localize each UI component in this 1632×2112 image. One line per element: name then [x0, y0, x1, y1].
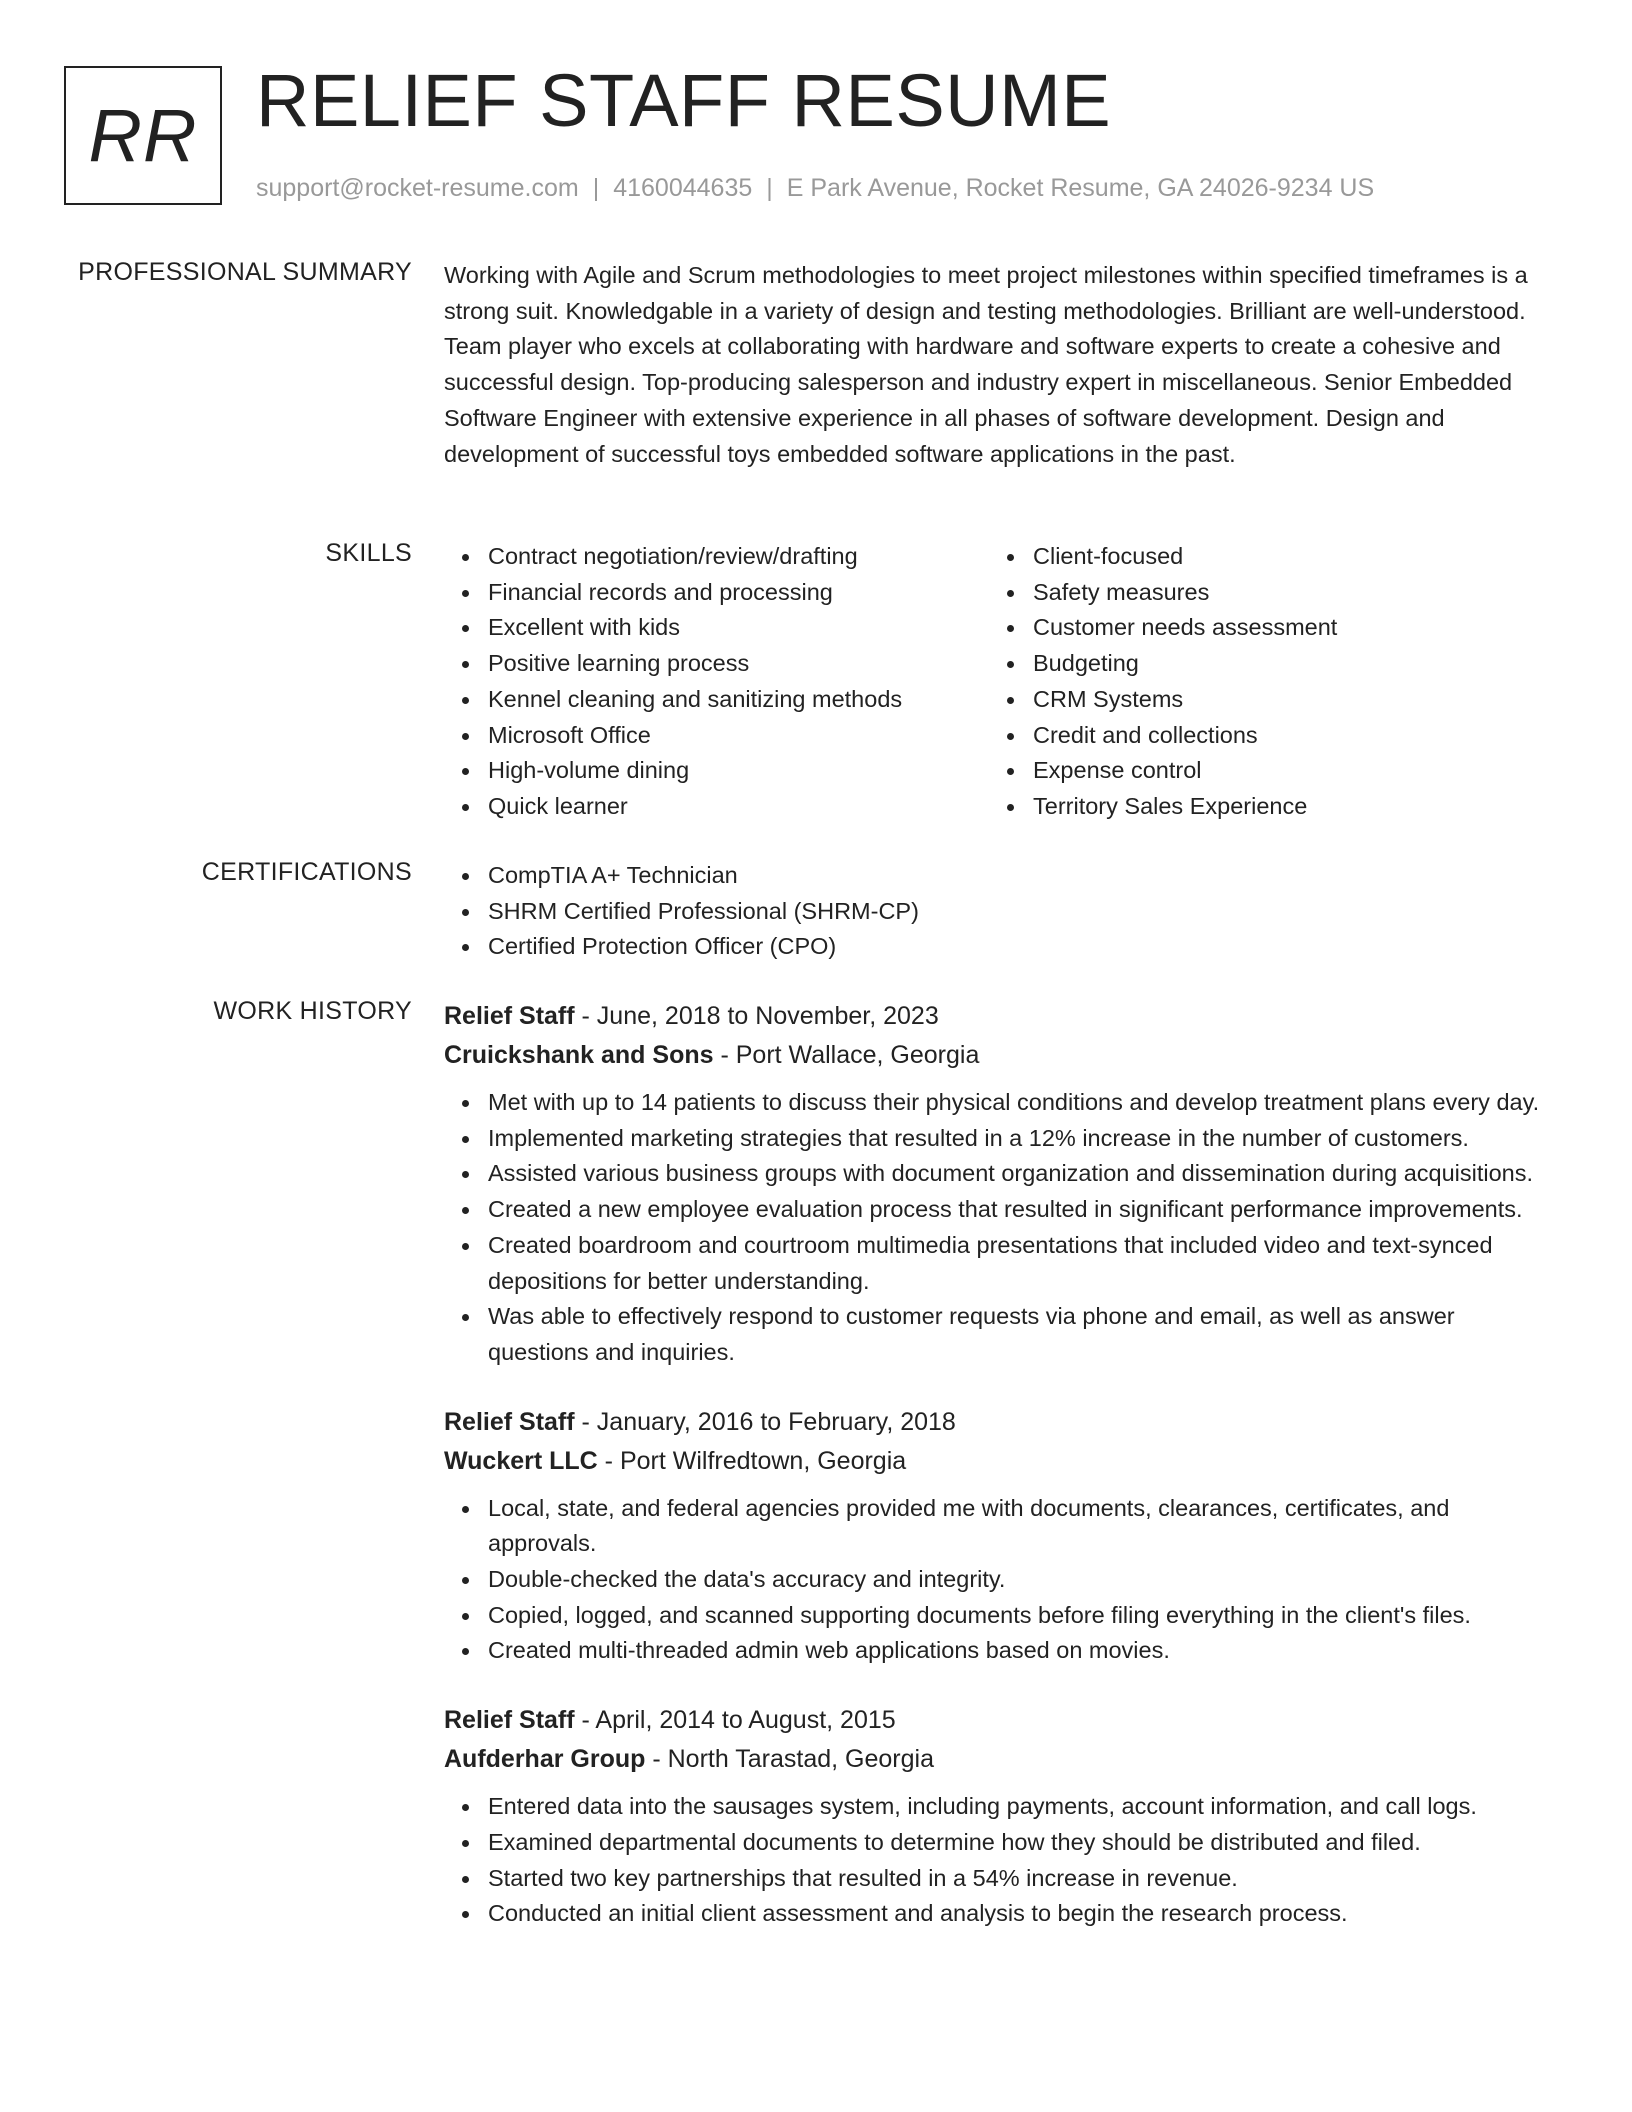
skills-heading: SKILLS	[325, 539, 412, 567]
skill-item: Financial records and processing	[488, 575, 989, 611]
job-title-line	[444, 1701, 1552, 1740]
summary-body	[444, 258, 1552, 472]
certifications-body	[444, 858, 1552, 965]
job-title: Relief Staff	[444, 1407, 575, 1436]
skill-item: Client-focused	[1033, 539, 1534, 575]
resume-header	[64, 59, 1584, 214]
job-duties-list	[444, 1491, 1552, 1670]
job-duty: Entered data into the sausages system, including payments, account information, and call logs.	[488, 1789, 1552, 1825]
skill-item: Credit and collections	[1033, 718, 1534, 754]
job-title: Relief Staff	[444, 1002, 575, 1030]
job-duty: Examined departmental documents to determine how they should be distributed and filed.	[488, 1825, 1552, 1861]
job-entry	[444, 1403, 1552, 1670]
skill-item: Territory Sales Experience	[1033, 789, 1534, 825]
skill-item: Quick learner	[488, 789, 989, 825]
job-location: - North Tarastad, Georgia	[645, 1745, 934, 1774]
contact-separator: |	[592, 174, 600, 202]
job-company-line	[444, 1740, 1552, 1779]
certification-item: Certified Protection Officer (CPO)	[488, 929, 1552, 965]
job-company: Wuckert LLC	[444, 1446, 598, 1475]
job-title-line	[444, 997, 1552, 1036]
resume-title: RELIEF STAFF RESUME	[256, 59, 1112, 142]
job-duty: Created multi-threaded admin web applications based on movies.	[488, 1633, 1552, 1669]
job-location: - Port Wilfredtown, Georgia	[597, 1446, 907, 1475]
skill-item: Kennel cleaning and sanitizing methods	[488, 682, 989, 718]
monogram-logo: RR	[64, 66, 222, 205]
job-title-line	[444, 1403, 1552, 1442]
certification-item: SHRM Certified Professional (SHRM-CP)	[488, 894, 1552, 930]
job-entry	[444, 997, 1552, 1371]
job-company-line	[444, 1442, 1552, 1481]
skills-body	[444, 539, 1552, 825]
job-duties-list	[444, 1789, 1552, 1932]
skill-item: Expense control	[1033, 753, 1534, 789]
job-duty: Implemented marketing strategies that resulted in a 12% increase in the number of customers.	[488, 1121, 1552, 1157]
contact-email: support@rocket-resume.com	[256, 174, 579, 202]
job-dates: - April, 2014 to August, 2015	[574, 1706, 896, 1735]
certifications-heading: CERTIFICATIONS	[201, 858, 412, 886]
job-duty: Copied, logged, and scanned supporting documents before filing everything in the client's files.	[488, 1598, 1552, 1634]
summary-heading: PROFESSIONAL SUMMARY	[78, 258, 412, 286]
job-duty: Double-checked the data's accuracy and integrity.	[488, 1562, 1552, 1598]
contact-separator: |	[766, 174, 773, 202]
job-duty: Was able to effectively respond to customer requests via phone and email, as well as answer questions and inquiries.	[488, 1299, 1552, 1370]
job-company-line	[444, 1036, 1552, 1075]
skill-item: Budgeting	[1033, 646, 1534, 682]
job-entry	[444, 1701, 1552, 1932]
contact-line	[256, 174, 1374, 203]
job-location: - Port Wallace, Georgia	[713, 1041, 980, 1069]
skill-item: Positive learning process	[488, 646, 989, 682]
job-duty: Assisted various business groups with document organization and dissemination during acquisitions.	[488, 1156, 1552, 1192]
job-dates: - January, 2016 to February, 2018	[574, 1407, 956, 1436]
job-company: Cruickshank and Sons	[444, 1041, 714, 1069]
work-history-heading: WORK HISTORY	[213, 997, 412, 1025]
skills-list-left	[444, 539, 989, 825]
skill-item: CRM Systems	[1033, 682, 1534, 718]
job-duty: Started two key partnerships that resulted in a 54% increase in revenue.	[488, 1861, 1552, 1897]
certifications-list	[444, 858, 1552, 965]
job-duty: Local, state, and federal agencies provided me with documents, clearances, certificates, and approvals.	[488, 1491, 1552, 1562]
skill-item: Safety measures	[1033, 575, 1534, 611]
skill-item: Contract negotiation/review/drafting	[488, 539, 989, 575]
skill-item: Customer needs assessment	[1033, 610, 1534, 646]
job-title: Relief Staff	[444, 1706, 575, 1735]
skills-list-right	[989, 539, 1534, 825]
job-duty: Met with up to 14 patients to discuss their physical conditions and develop treatment plans every day.	[488, 1085, 1552, 1121]
summary-text: Working with Agile and Scrum methodologies to meet project milestones within specified timeframes is a strong suit. Knowledgable in a variety of design and testing methodologies. Brilliant are well-understood. Team player who excels at collaborating with hardware and software experts to create a cohesive and successful design. Top-producing salesperson and industry expert in miscellaneous. Senior Embedded Software Engineer with extensive experience in all phases of software development. Design and development of successful toys embedded software applications in the past.	[444, 262, 1528, 467]
skill-item: Microsoft Office	[488, 718, 989, 754]
job-duty: Created a new employee evaluation process that resulted in significant performance improvements.	[488, 1192, 1552, 1228]
contact-phone: 4160044635	[613, 174, 753, 202]
skill-item: Excellent with kids	[488, 610, 989, 646]
job-company: Aufderhar Group	[444, 1745, 646, 1774]
contact-address: E Park Avenue, Rocket Resume, GA 24026-9234 US	[786, 174, 1375, 202]
job-duty: Conducted an initial client assessment and analysis to begin the research process.	[488, 1896, 1552, 1932]
certification-item: CompTIA A+ Technician	[488, 858, 1552, 894]
job-duties-list	[444, 1085, 1552, 1371]
work-history-body	[444, 997, 1552, 1964]
job-dates: - June, 2018 to November, 2023	[574, 1002, 939, 1030]
job-duty: Created boardroom and courtroom multimedia presentations that included video and text-synced depositions for better understanding.	[488, 1228, 1552, 1299]
skill-item: High-volume dining	[488, 753, 989, 789]
